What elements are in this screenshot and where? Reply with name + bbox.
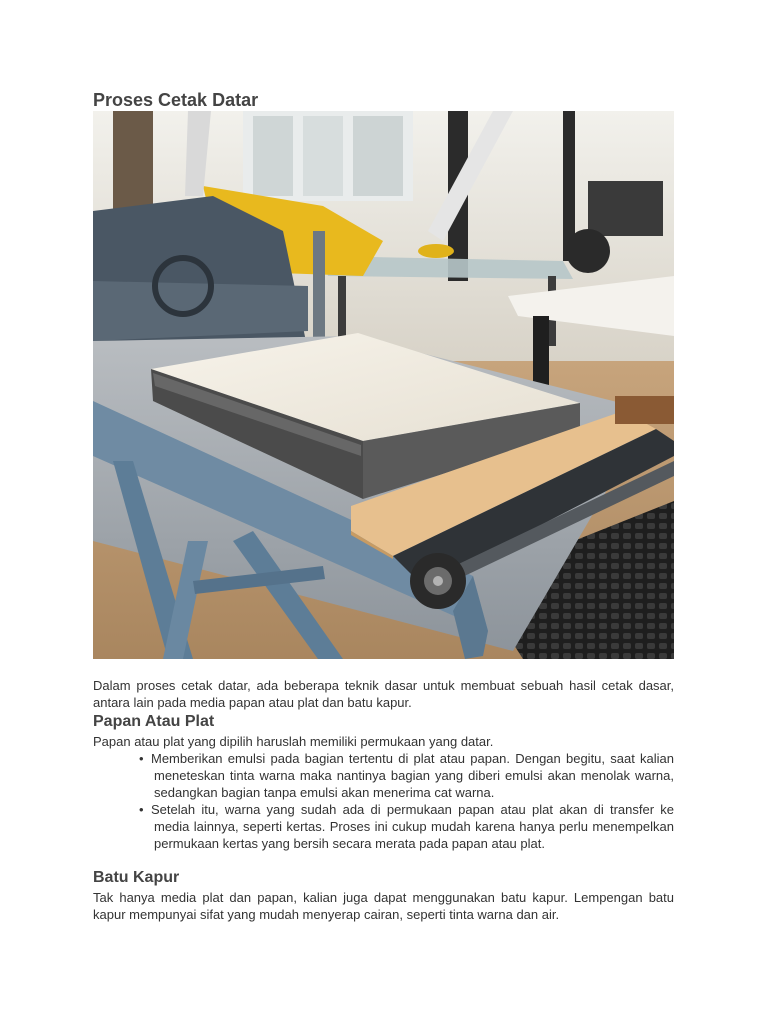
section-heading-batu-kapur: Batu Kapur — [93, 869, 180, 886]
lithography-press-photo — [93, 111, 674, 659]
bullet-icon: • — [139, 802, 144, 817]
section-text-batu-kapur: Tak hanya media plat dan papan, kalian juga dapat menggunakan batu kapur. Lempengan batu kapur mempunyai sifat yang mudah menyerap cairan, seperti tinta warna dan air. — [93, 890, 674, 922]
section-heading-papan-atau-plat: Papan Atau Plat — [93, 713, 215, 730]
section-text-papan-atau-plat: Papan atau plat yang dipilih haruslah memiliki permukaan yang datar. — [93, 734, 494, 749]
page-title: Proses Cetak Datar — [93, 90, 259, 110]
list-item: • Memberikan emulsi pada bagian tertentu di plat atau papan. Dengan begitu, saat kalian meneteskan tinta warna maka nantinya bagian yang diberi emulsi akan menolak warna, sedangkan bagian tanpa emulsi akan menerima cat warna. — [139, 751, 674, 800]
bullet-list — [93, 750, 674, 852]
list-item: • Setelah itu, warna yang sudah ada di permukaan papan atau plat akan di transfer ke media lainnya, seperti kertas. Proses ini cukup mudah karena hanya perlu menempelkan permukaan kertas yang bersih secara merata pada papan atau plat. — [139, 802, 674, 851]
bullet-icon: • — [139, 751, 144, 766]
intro-paragraph: Dalam proses cetak datar, ada beberapa teknik dasar untuk membuat sebuah hasil cetak dasar, antara lain pada media papan atau plat dan batu kapur. — [93, 678, 674, 710]
